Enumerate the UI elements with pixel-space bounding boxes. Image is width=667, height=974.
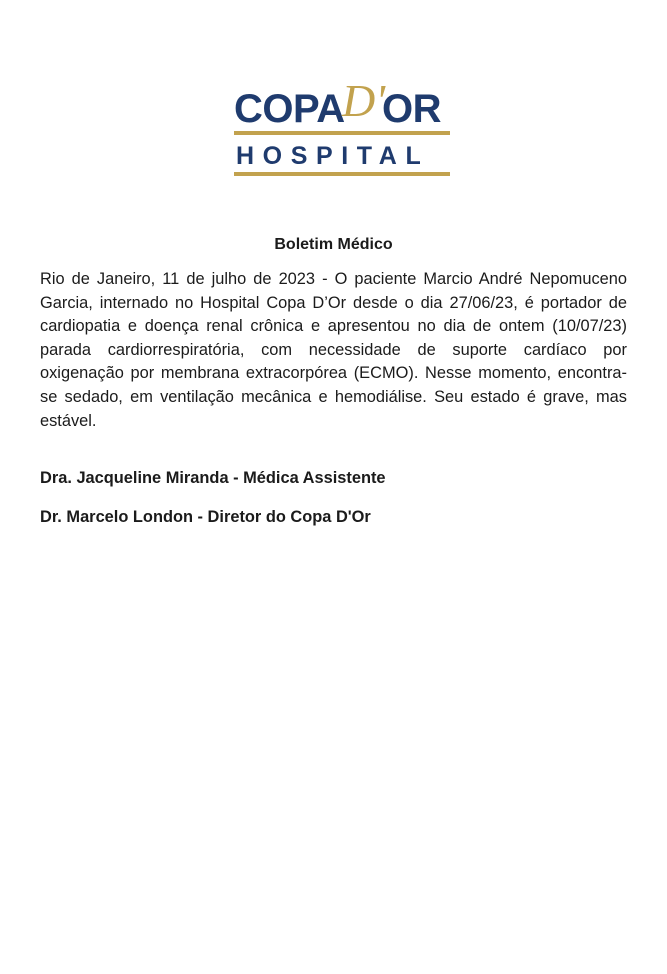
logo-rule-top [234, 131, 450, 135]
bulletin-title: Boletim Médico [274, 236, 393, 253]
bulletin-body: Rio de Janeiro, 11 de julho de 2023 - O paciente Marcio André Nepomuceno Garcia, internado no Hospital Copa D’Or desde o dia 27/06/23, é portador de cardiopatia e doença renal crônica e apresentou no dia de ontem (10/07/23) parada cardiorrespiratória, com necessidade de suporte cardíaco por oxigenação por membrana extracorpórea (ECMO). Nesse momento, encontra-se sedado, em ventilação mecânica e hemodiálise. Seu estado é grave, mas estável. [40, 270, 627, 430]
logo-rule-bottom [234, 172, 450, 176]
hospital-logo [234, 70, 452, 182]
logo-word-copa: COPA [234, 87, 345, 131]
signature-hospital-director: Dr. Marcelo London - Diretor do Copa D'Or [40, 508, 371, 526]
signature-attending-physician: Dra. Jacqueline Miranda - Médica Assistente [40, 469, 386, 487]
logo-word-or: OR [382, 87, 441, 131]
logo-word-hospital: HOSPITAL [236, 142, 430, 170]
logo-mark-d: D' [342, 75, 386, 126]
